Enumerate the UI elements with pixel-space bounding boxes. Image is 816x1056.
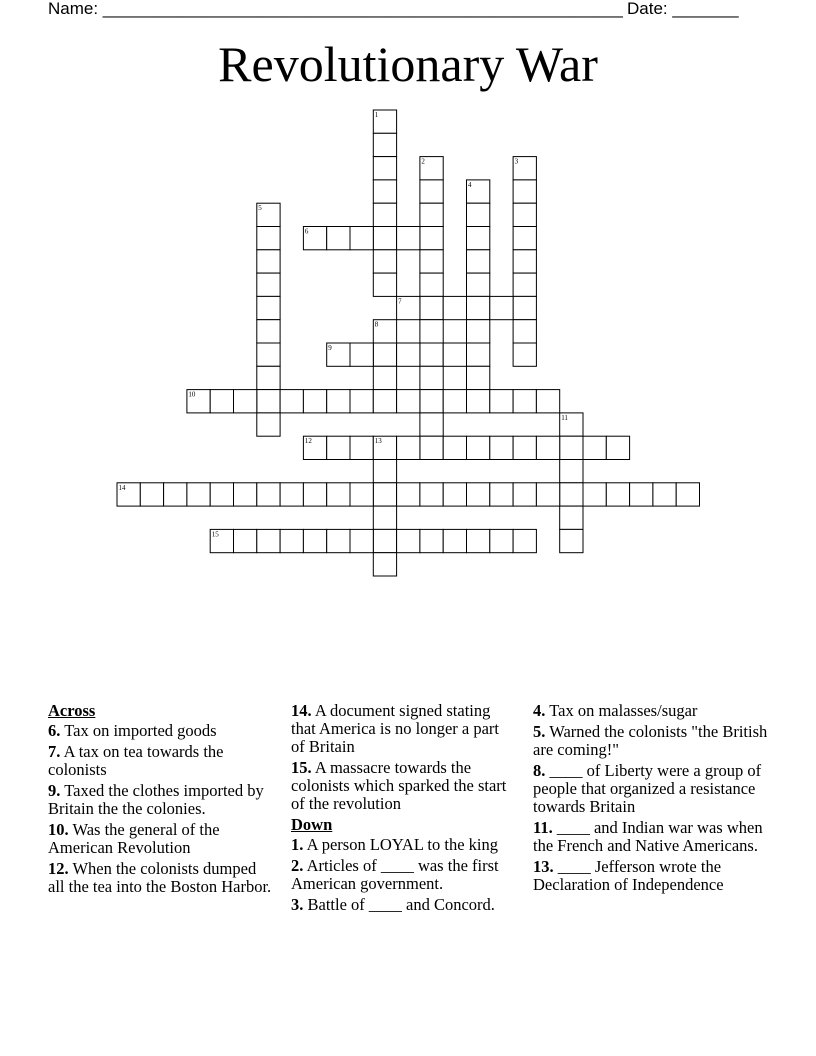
clue-column-3 <box>533 702 768 897</box>
clue-text: A tax on tea towards the colonists <box>48 742 224 779</box>
grid-cell[interactable] <box>303 483 326 506</box>
clue-across-6 <box>48 722 273 740</box>
grid-cell[interactable] <box>257 366 280 389</box>
clue-text: Warned the colonists "the British are coming!" <box>533 722 768 759</box>
clue-down-3 <box>291 896 516 914</box>
name-field-label[interactable]: Name: _______________________________________________________ <box>48 0 623 18</box>
grid-cell[interactable] <box>467 366 490 389</box>
grid-cell[interactable] <box>467 203 490 226</box>
grid-cell[interactable] <box>467 320 490 343</box>
grid-cell[interactable] <box>257 250 280 273</box>
grid-cell[interactable] <box>373 366 396 389</box>
clue-text: A massacre towards the colonists which sparked the start of the revolution <box>291 758 507 813</box>
clue-number: 7. <box>48 742 61 761</box>
grid-cell[interactable] <box>513 343 536 366</box>
clue-number-label: 1 <box>374 111 379 119</box>
grid-cell[interactable] <box>234 390 257 413</box>
clue-number: 13. <box>533 857 554 876</box>
clue-number-label: 15 <box>211 530 219 539</box>
grid-cell[interactable] <box>373 390 396 413</box>
clue-text: Tax on imported goods <box>64 721 217 740</box>
grid-cell[interactable] <box>443 343 466 366</box>
grid-cell[interactable] <box>467 296 490 319</box>
grid-cell[interactable] <box>397 529 420 552</box>
grid-cell[interactable] <box>513 203 536 226</box>
grid-cell[interactable] <box>397 343 420 366</box>
grid-cell[interactable] <box>373 250 396 273</box>
grid-cell[interactable] <box>280 390 303 413</box>
clue-number-label: 11 <box>561 413 568 422</box>
clue-across-7 <box>48 743 273 779</box>
grid-cell[interactable] <box>210 483 233 506</box>
grid-cell[interactable] <box>420 483 443 506</box>
grid-cell[interactable] <box>420 529 443 552</box>
grid-cell[interactable] <box>420 203 443 226</box>
grid-cell[interactable] <box>420 390 443 413</box>
grid-cell[interactable] <box>420 250 443 273</box>
grid-cell[interactable] <box>397 227 420 250</box>
grid-cell[interactable] <box>303 390 326 413</box>
grid-cell[interactable] <box>467 529 490 552</box>
clue-number: 5. <box>533 722 546 741</box>
grid-cell[interactable] <box>373 180 396 203</box>
grid-cell[interactable] <box>536 483 559 506</box>
clue-text: A person LOYAL to the king <box>306 835 499 854</box>
grid-cell[interactable] <box>257 390 280 413</box>
across-heading: Across <box>48 701 96 720</box>
grid-cell[interactable] <box>467 390 490 413</box>
grid-cell[interactable] <box>443 483 466 506</box>
grid-cell[interactable] <box>373 157 396 180</box>
clue-column-1 <box>48 702 273 899</box>
clue-number-label: 3 <box>514 157 519 166</box>
clue-number-label: 14 <box>118 483 126 492</box>
clue-column-2 <box>291 702 516 917</box>
clue-number-label: 7 <box>398 297 402 306</box>
grid-cell[interactable] <box>420 413 443 436</box>
grid-cell[interactable] <box>420 273 443 296</box>
clue-down-4 <box>533 702 768 720</box>
clue-text: Tax on malasses/sugar <box>549 701 698 720</box>
clue-number: 15. <box>291 758 312 777</box>
grid-cell[interactable] <box>513 390 536 413</box>
grid-cell[interactable] <box>467 483 490 506</box>
clue-number: 3. <box>291 895 304 914</box>
clue-across-12 <box>48 860 273 896</box>
grid-cell[interactable] <box>257 296 280 319</box>
grid-cell[interactable] <box>490 296 513 319</box>
grid-cell[interactable] <box>467 436 490 459</box>
clue-across-10 <box>48 821 273 857</box>
grid-cell[interactable] <box>560 436 583 459</box>
grid-cell[interactable] <box>140 483 163 506</box>
grid-cell[interactable] <box>397 390 420 413</box>
clue-down-2 <box>291 857 516 893</box>
grid-cell[interactable] <box>467 273 490 296</box>
grid-cell[interactable] <box>257 529 280 552</box>
clue-number: 12. <box>48 859 69 878</box>
grid-cell[interactable] <box>303 529 326 552</box>
page-title: Revolutionary War <box>218 36 598 92</box>
grid-cell[interactable] <box>187 483 210 506</box>
grid-cell[interactable] <box>490 390 513 413</box>
grid-cell[interactable] <box>327 227 350 250</box>
clue-number-label: 8 <box>374 320 379 329</box>
grid-cell[interactable] <box>234 483 257 506</box>
clue-number: 9. <box>48 781 61 800</box>
grid-cell[interactable] <box>513 529 536 552</box>
grid-cell[interactable] <box>257 227 280 250</box>
grid-cell[interactable] <box>513 436 536 459</box>
grid-cell[interactable] <box>164 483 187 506</box>
clue-number: 6. <box>48 721 61 740</box>
clue-down-5 <box>533 723 768 759</box>
clue-across-14 <box>291 702 516 756</box>
grid-cell[interactable] <box>606 436 629 459</box>
grid-cell[interactable] <box>327 483 350 506</box>
grid-cell[interactable] <box>560 506 583 529</box>
clue-text: When the colonists dumped all the tea into the Boston Harbor. <box>48 859 272 896</box>
grid-cell[interactable] <box>210 390 233 413</box>
grid-cell[interactable] <box>350 436 373 459</box>
grid-cell[interactable] <box>420 296 443 319</box>
grid-cell[interactable] <box>373 343 396 366</box>
grid-cell[interactable] <box>257 273 280 296</box>
clue-across-9 <box>48 782 273 818</box>
grid-cell[interactable] <box>536 390 559 413</box>
grid-cell[interactable] <box>420 366 443 389</box>
clue-number-label: 4 <box>468 180 472 189</box>
grid-cell[interactable] <box>443 390 466 413</box>
clue-text: Articles of ____ was the first American government. <box>291 856 499 893</box>
clue-number-label: 13 <box>374 437 382 446</box>
grid-cell[interactable] <box>490 483 513 506</box>
grid-cell[interactable] <box>350 227 373 250</box>
down-heading: Down <box>291 815 333 834</box>
grid-cell[interactable] <box>373 529 396 552</box>
grid-cell[interactable] <box>350 390 373 413</box>
grid-cell[interactable] <box>490 529 513 552</box>
grid-cell[interactable] <box>280 483 303 506</box>
grid-cell[interactable] <box>234 529 257 552</box>
grid-cell[interactable] <box>467 343 490 366</box>
grid-cell[interactable] <box>373 483 396 506</box>
grid-cell[interactable] <box>583 483 606 506</box>
clue-text: Taxed the clothes imported by Britain the the colonies. <box>48 781 264 818</box>
grid-cell[interactable] <box>257 483 280 506</box>
clue-number: 11. <box>533 818 553 837</box>
grid-cell[interactable] <box>373 553 396 576</box>
grid-cell[interactable] <box>280 529 303 552</box>
grid-cell[interactable] <box>630 483 653 506</box>
grid-cell[interactable] <box>536 436 559 459</box>
clue-number-label: 6 <box>304 227 309 236</box>
clue-text: A document signed stating that America is no longer a part of Britain <box>291 701 500 756</box>
grid-cell[interactable] <box>490 436 513 459</box>
grid-cell[interactable] <box>560 483 583 506</box>
grid-cell[interactable] <box>373 203 396 226</box>
grid-cell[interactable] <box>513 483 536 506</box>
clue-number: 2. <box>291 856 304 875</box>
grid-cell[interactable] <box>420 180 443 203</box>
grid-cell[interactable] <box>513 227 536 250</box>
grid-cell[interactable] <box>373 133 396 156</box>
grid-cell[interactable] <box>257 343 280 366</box>
grid-cell[interactable] <box>676 483 699 506</box>
grid-cell[interactable] <box>443 529 466 552</box>
clue-down-13 <box>533 858 768 894</box>
grid-cell[interactable] <box>350 343 373 366</box>
grid-cell[interactable] <box>397 436 420 459</box>
grid-cell[interactable] <box>560 529 583 552</box>
clue-down-11 <box>533 819 768 855</box>
clue-down-1 <box>291 836 516 854</box>
grid-cell[interactable] <box>373 460 396 483</box>
grid-cell[interactable] <box>443 436 466 459</box>
grid-cell[interactable] <box>513 273 536 296</box>
grid-cell[interactable] <box>397 483 420 506</box>
grid-cell[interactable] <box>513 320 536 343</box>
grid-cell[interactable] <box>513 250 536 273</box>
grid-cell[interactable] <box>513 180 536 203</box>
grid-cell[interactable] <box>606 483 629 506</box>
clue-number: 1. <box>291 835 304 854</box>
clue-text: Was the general of the American Revolution <box>48 820 220 857</box>
clue-number: 8. <box>533 761 546 780</box>
clue-number-label: 5 <box>258 204 262 213</box>
grid-cell[interactable] <box>420 320 443 343</box>
grid-cell[interactable] <box>327 529 350 552</box>
grid-cell[interactable] <box>373 227 396 250</box>
grid-cell[interactable] <box>560 460 583 483</box>
grid-cell[interactable] <box>373 506 396 529</box>
grid-cell[interactable] <box>327 390 350 413</box>
grid-cell[interactable] <box>420 227 443 250</box>
grid-cell[interactable] <box>373 273 396 296</box>
grid-cell[interactable] <box>350 529 373 552</box>
grid-cell[interactable] <box>513 296 536 319</box>
grid-cell[interactable] <box>257 320 280 343</box>
grid-cell[interactable] <box>350 483 373 506</box>
grid-cell[interactable] <box>257 413 280 436</box>
grid-cell[interactable] <box>583 436 606 459</box>
clue-number-label: 12 <box>304 437 312 446</box>
clue-text: ____ of Liberty were a group of people that organized a resistance towards Britain <box>533 761 762 816</box>
clue-down-8 <box>533 762 768 816</box>
clue-number-label: 2 <box>421 157 425 166</box>
clue-text: Battle of ____ and Concord. <box>307 895 495 914</box>
grid-cell[interactable] <box>420 343 443 366</box>
clue-number: 14. <box>291 701 312 720</box>
grid-cell[interactable] <box>327 436 350 459</box>
clue-text: ____ and Indian war was when the French and Native Americans. <box>533 818 763 855</box>
grid-cell[interactable] <box>467 227 490 250</box>
date-field-label[interactable]: Date: _______ <box>627 0 739 18</box>
grid-cell[interactable] <box>443 296 466 319</box>
clue-across-15 <box>291 759 516 813</box>
clue-number-label: 10 <box>188 390 196 399</box>
grid-cell[interactable] <box>653 483 676 506</box>
grid-cell[interactable] <box>467 250 490 273</box>
clue-text: ____ Jefferson wrote the Declaration of Independence <box>533 857 724 894</box>
clue-number: 10. <box>48 820 69 839</box>
clue-number-label: 9 <box>328 344 332 352</box>
clue-number: 4. <box>533 701 546 720</box>
grid-cell[interactable] <box>420 436 443 459</box>
